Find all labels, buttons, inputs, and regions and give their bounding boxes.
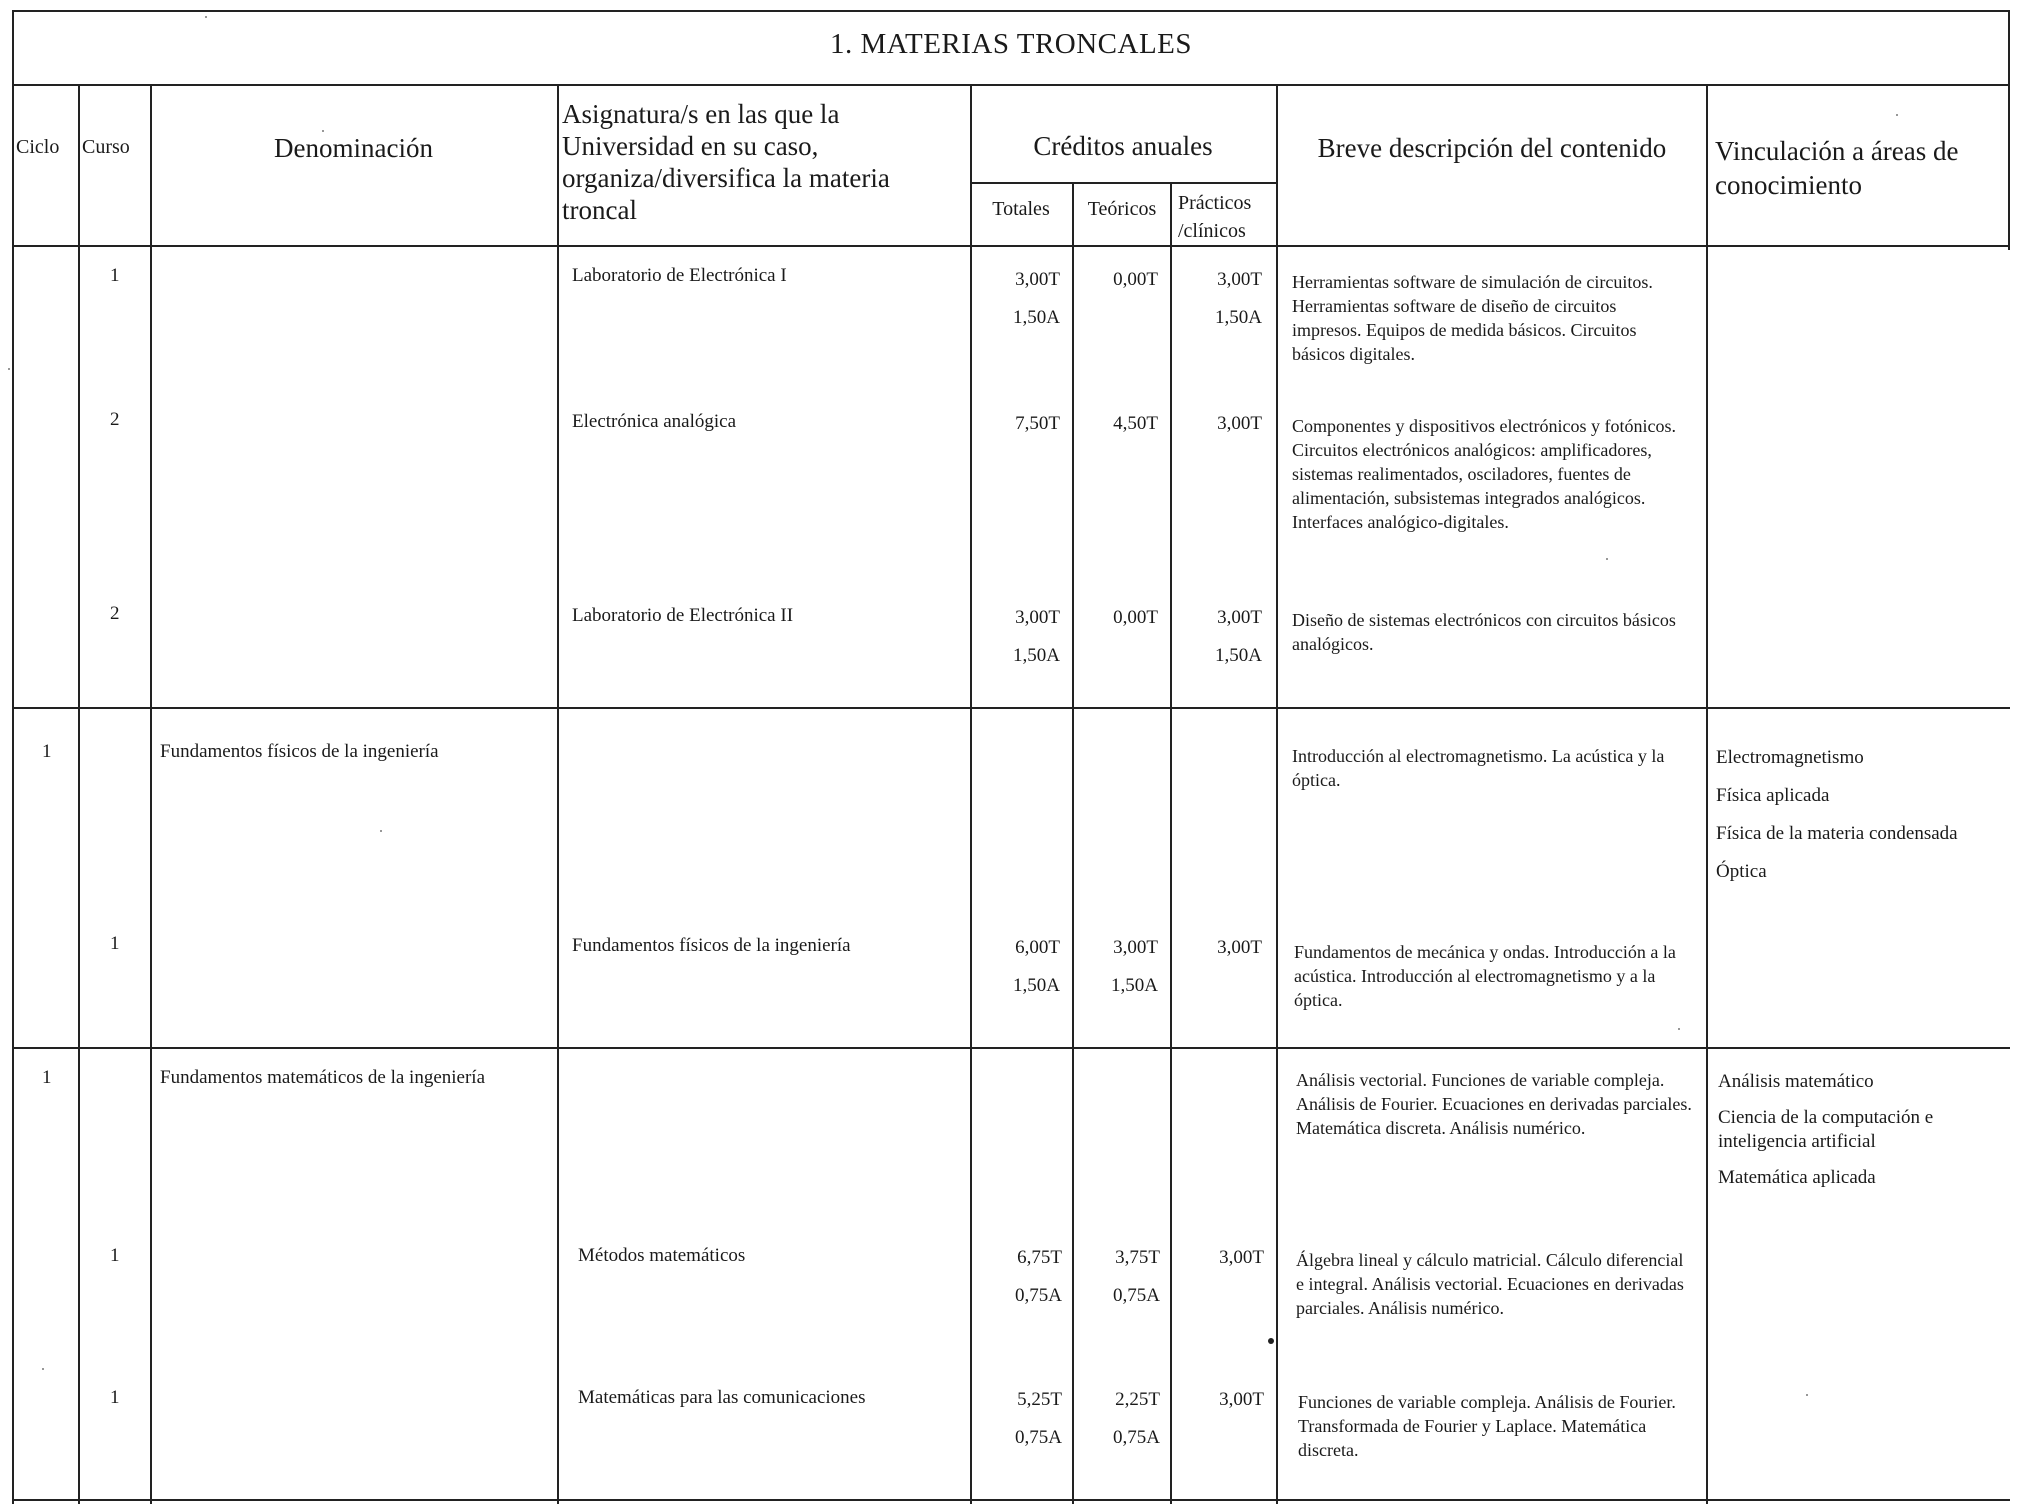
area-item: Ciencia de la computación e inteligencia artificial bbox=[1718, 1107, 1934, 1152]
rule-credits-sub bbox=[970, 182, 1276, 184]
header-vinculacion: Vinculación a áreas de conocimiento bbox=[1715, 136, 1959, 200]
descripcion-cell: Análisis vectorial. Funciones de variable compleja. Análisis de Fourier. Ecuaciones en derivadas parciales. Matemática discreta. Análisis numérico. bbox=[1296, 1070, 1692, 1138]
col-line-3 bbox=[557, 84, 559, 1504]
speck bbox=[8, 368, 10, 370]
curso-cell: 2 bbox=[110, 603, 120, 624]
areas-list bbox=[1718, 1070, 1998, 1190]
practicos-cell: 3,00T bbox=[1217, 269, 1262, 290]
curso-cell: 1 bbox=[110, 265, 120, 286]
asignatura-cell: Matemáticas para las comunicaciones bbox=[578, 1387, 866, 1408]
rule-under-header bbox=[12, 245, 2010, 247]
descripcion-cell: Herramientas software de simulación de circuitos. Herramientas software de diseño de circuitos impresos. Equipos de medida básicos. Circuitos básicos digitales. bbox=[1292, 272, 1653, 364]
teoricos-cell: 4,50T bbox=[1113, 413, 1158, 434]
speck bbox=[1896, 114, 1898, 116]
header-totales: Totales bbox=[992, 198, 1050, 220]
descripcion-cell: Funciones de variable compleja. Análisis de Fourier. Transformada de Fourier y Laplace. Matemática discreta. bbox=[1298, 1392, 1676, 1460]
totales-cell: 5,25T bbox=[1017, 1389, 1062, 1410]
practicos-cell: 1,50A bbox=[1215, 307, 1262, 328]
teoricos-cell: 0,00T bbox=[1113, 607, 1158, 628]
rule-left bbox=[12, 10, 14, 1504]
descripcion-cell: Fundamentos de mecánica y ondas. Introducción a la acústica. Introducción al electromagnetismo y a la óptica. bbox=[1294, 942, 1676, 1010]
totales-cell: 0,75A bbox=[1015, 1285, 1062, 1306]
teoricos-cell: 2,25T bbox=[1115, 1389, 1160, 1410]
col-line-2 bbox=[150, 84, 152, 1504]
totales-cell: 1,50A bbox=[1013, 645, 1060, 666]
teoricos-cell: 0,00T bbox=[1113, 269, 1158, 290]
totales-cell: 7,50T bbox=[1015, 413, 1060, 434]
area-item: Física de la materia condensada bbox=[1716, 823, 1958, 844]
asignatura-cell: Laboratorio de Electrónica II bbox=[572, 605, 794, 626]
descripcion-cell: Diseño de sistemas electrónicos con circuitos básicos analógicos. bbox=[1292, 610, 1676, 654]
descripcion-cell: Componentes y dispositivos electrónicos y fotónicos. Circuitos electrónicos analógicos: amplificadores, sistemas realimentados, osciladores, fuentes de alimentación, subsistemas integrados analógicos. Interfaces analógico-digitales. bbox=[1292, 416, 1676, 532]
col-line-6 bbox=[1170, 182, 1172, 1504]
rule-section-1 bbox=[12, 707, 2010, 709]
descripcion-cell: Álgebra lineal y cálculo matricial. Cálculo diferencial e integral. Análisis vectorial. Ecuaciones en derivadas parciales. Análisis numérico. bbox=[1296, 1250, 1684, 1318]
practicos-cell: 3,00T bbox=[1217, 607, 1262, 628]
practicos-cell: 1,50A bbox=[1215, 645, 1262, 666]
speck bbox=[322, 130, 324, 132]
speck bbox=[380, 830, 382, 832]
rule-under-title bbox=[12, 84, 2010, 86]
teoricos-cell: 3,75T bbox=[1115, 1247, 1160, 1268]
area-item: Óptica bbox=[1716, 861, 1767, 882]
rule-section-2 bbox=[12, 1047, 2010, 1049]
totales-cell: 1,50A bbox=[1013, 307, 1060, 328]
header-practicos: Prácticos /clínicos bbox=[1178, 192, 1252, 242]
col-line-5 bbox=[1072, 182, 1074, 1504]
totales-cell: 6,75T bbox=[1017, 1247, 1062, 1268]
practicos-cell: 3,00T bbox=[1219, 1247, 1264, 1268]
asignatura-cell: Métodos matemáticos bbox=[578, 1245, 746, 1266]
area-item: Análisis matemático bbox=[1718, 1071, 1874, 1092]
speck bbox=[42, 1368, 44, 1370]
col-line-7 bbox=[1276, 84, 1278, 1504]
denominacion-cell: Fundamentos físicos de la ingeniería bbox=[160, 741, 439, 762]
totales-cell: 0,75A bbox=[1015, 1427, 1062, 1448]
speck bbox=[1806, 1394, 1808, 1396]
curso-cell: 1 bbox=[110, 1387, 120, 1408]
asignatura-cell: Laboratorio de Electrónica I bbox=[572, 265, 787, 286]
area-item: Física aplicada bbox=[1716, 785, 1830, 806]
header-curso: Curso bbox=[82, 136, 130, 158]
col-line-4 bbox=[970, 84, 972, 1504]
descripcion-cell: Introducción al electromagnetismo. La acústica y la óptica. bbox=[1292, 746, 1665, 790]
header-creditos: Créditos anuales bbox=[1033, 131, 1213, 161]
teoricos-cell: 0,75A bbox=[1113, 1285, 1160, 1306]
header-teoricos: Teóricos bbox=[1087, 198, 1157, 220]
totales-cell: 6,00T bbox=[1015, 937, 1060, 958]
practicos-cell: 3,00T bbox=[1217, 937, 1262, 958]
totales-cell: 3,00T bbox=[1015, 607, 1060, 628]
practicos-cell: 3,00T bbox=[1217, 413, 1262, 434]
totales-cell: 1,50A bbox=[1013, 975, 1060, 996]
denominacion-cell: Fundamentos matemáticos de la ingeniería bbox=[160, 1067, 486, 1088]
col-line-8 bbox=[1706, 84, 1708, 1504]
speck bbox=[1268, 1338, 1274, 1344]
rule-top bbox=[12, 10, 2010, 12]
speck bbox=[1678, 1028, 1680, 1030]
header-denominacion: Denominación bbox=[274, 133, 433, 163]
teoricos-cell: 1,50A bbox=[1111, 975, 1158, 996]
header-descripcion: Breve descripción del contenido bbox=[1317, 133, 1667, 163]
totales-cell: 3,00T bbox=[1015, 269, 1060, 290]
speck bbox=[205, 16, 207, 18]
teoricos-cell: 3,00T bbox=[1113, 937, 1158, 958]
area-item: Matemática aplicada bbox=[1718, 1167, 1876, 1188]
ciclo-cell: 1 bbox=[42, 741, 52, 762]
asignatura-cell: Electrónica analógica bbox=[572, 411, 737, 432]
header-ciclo: Ciclo bbox=[16, 136, 60, 158]
ciclo-cell: 1 bbox=[42, 1067, 52, 1088]
areas-list bbox=[1716, 746, 1958, 884]
teoricos-cell: 0,75A bbox=[1113, 1427, 1160, 1448]
curso-cell: 2 bbox=[110, 409, 120, 430]
page-title: 1. MATERIAS TRONCALES bbox=[829, 28, 1193, 60]
area-item: Electromagnetismo bbox=[1716, 747, 1864, 768]
speck bbox=[1606, 558, 1608, 560]
curso-cell: 1 bbox=[110, 933, 120, 954]
curso-cell: 1 bbox=[110, 1245, 120, 1266]
header-asignatura: Asignatura/s en las que la Universidad en su caso, organiza/diversifica la materia troncal bbox=[562, 99, 890, 225]
practicos-cell: 3,00T bbox=[1219, 1389, 1264, 1410]
col-line-1 bbox=[78, 84, 80, 1504]
rule-bottom bbox=[12, 1499, 2010, 1501]
asignatura-cell: Fundamentos físicos de la ingeniería bbox=[572, 935, 851, 956]
